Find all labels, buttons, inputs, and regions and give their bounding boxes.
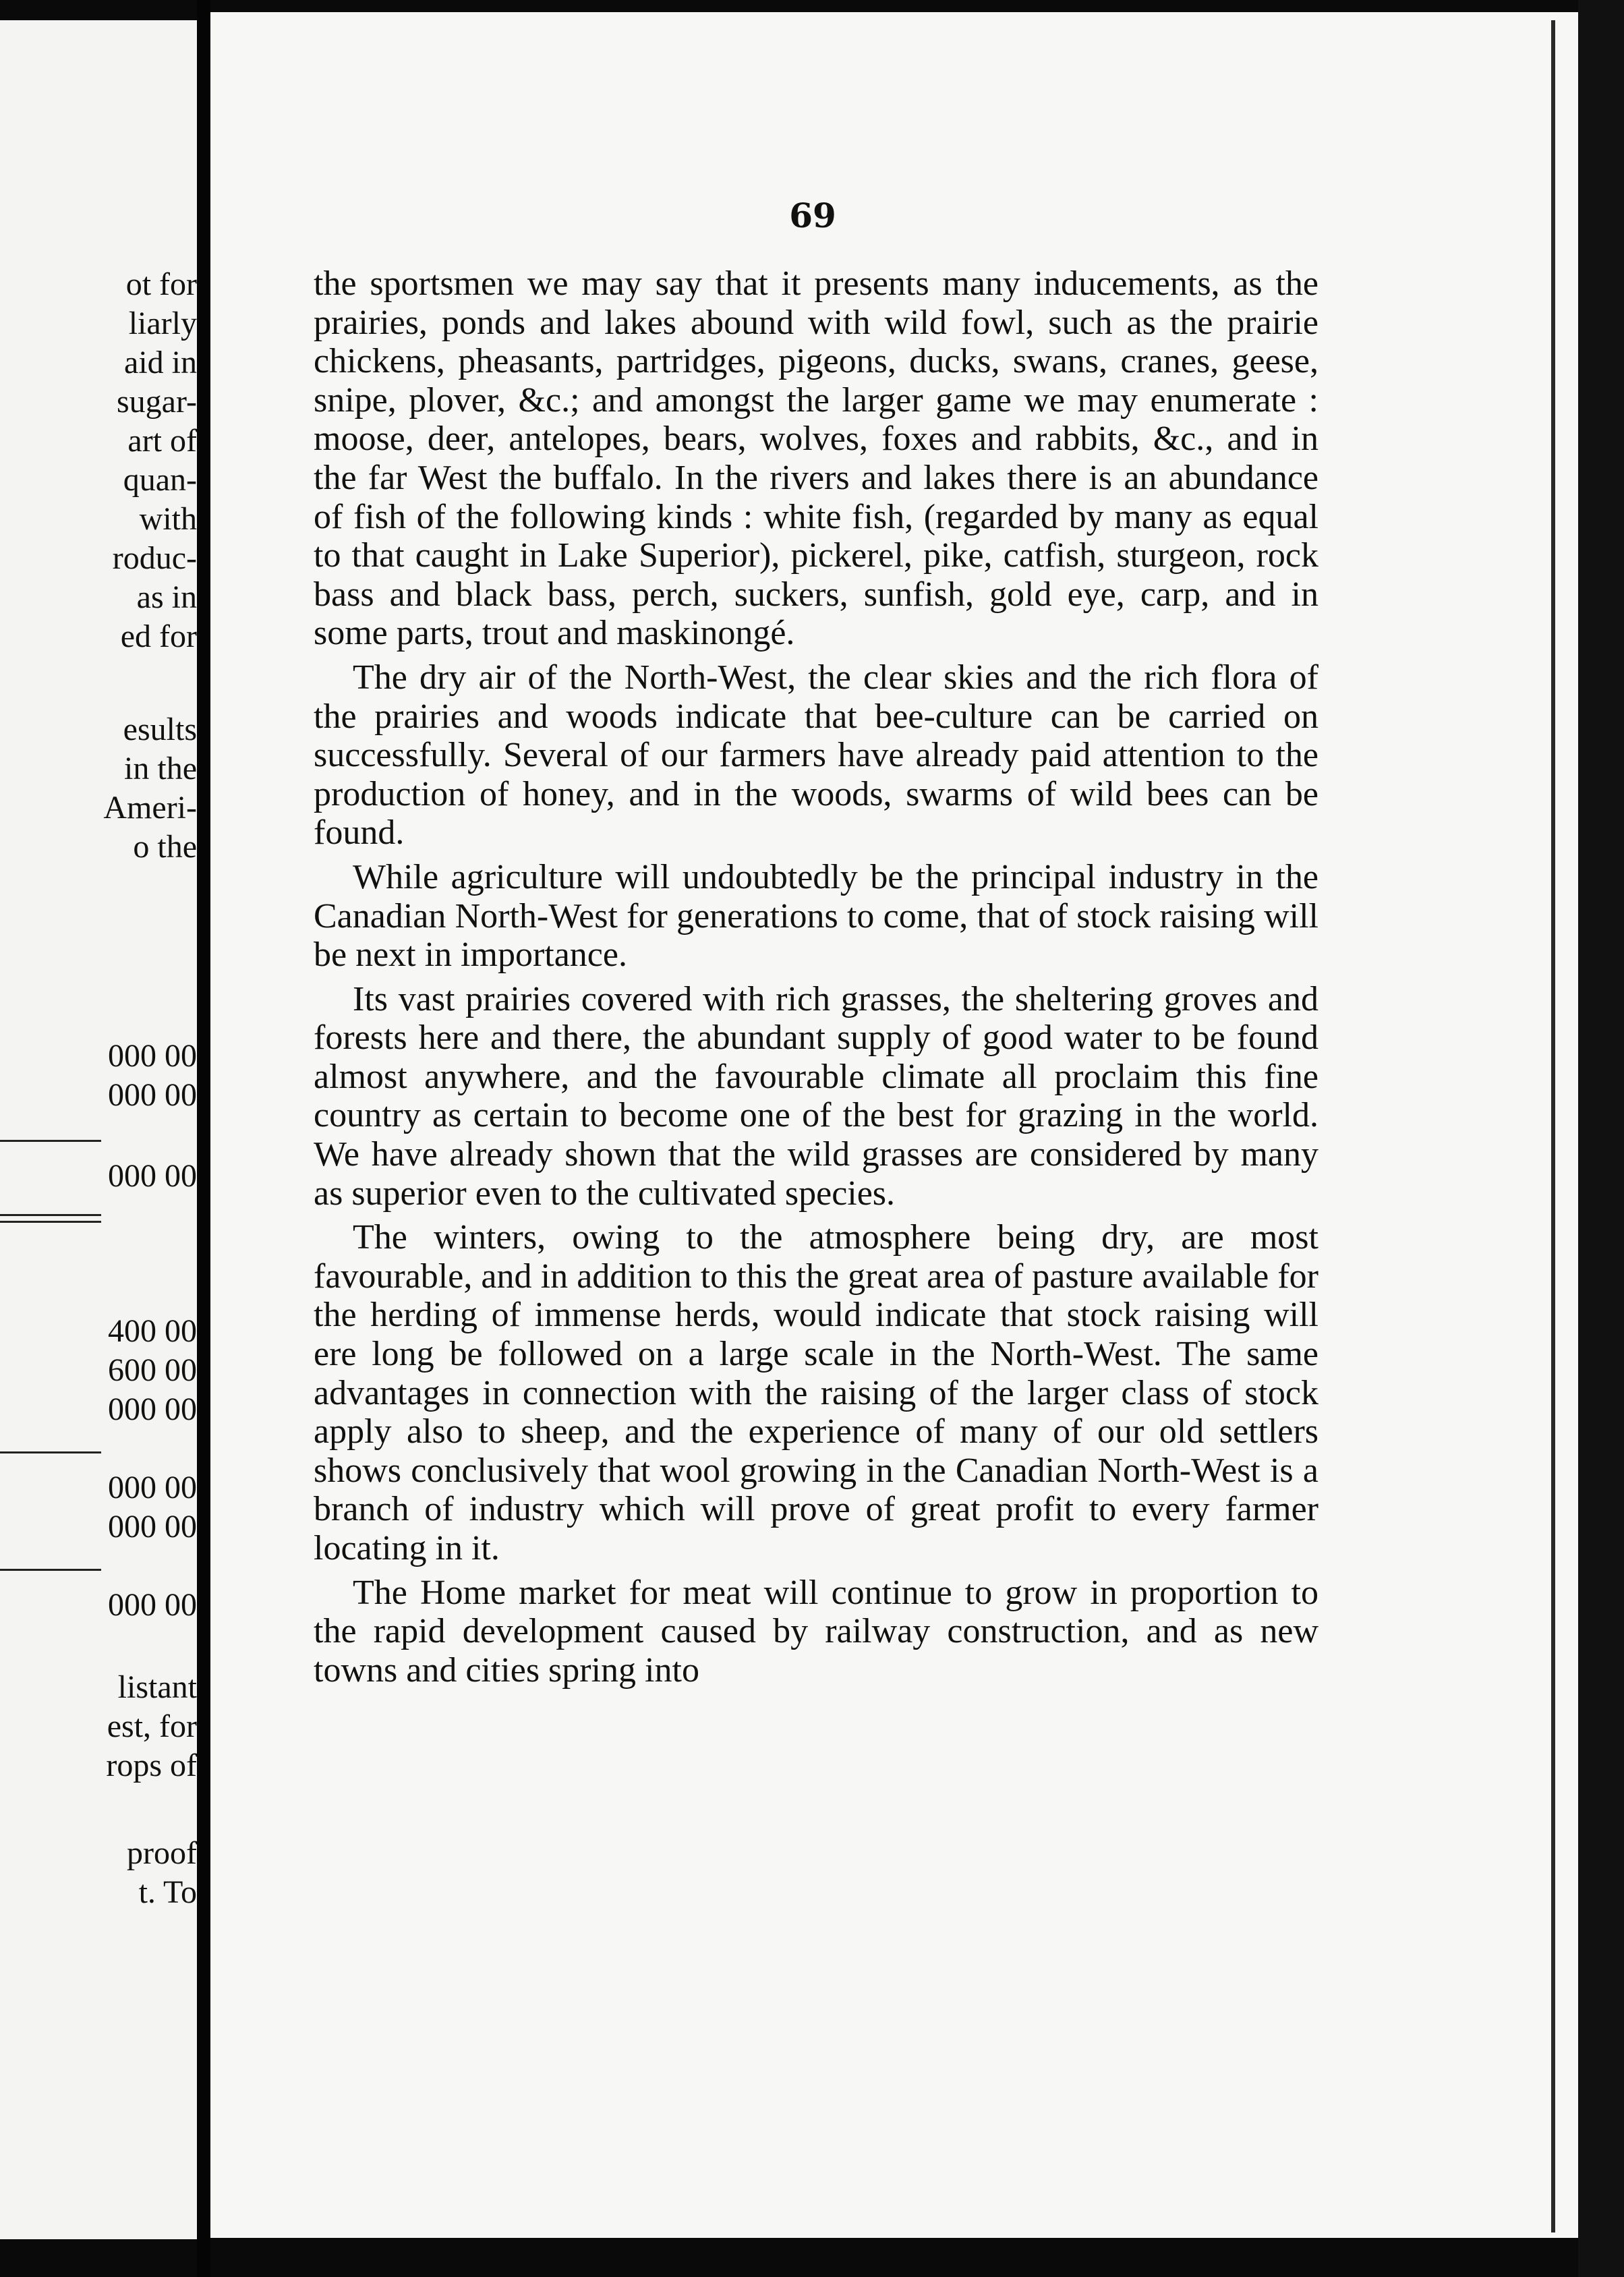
paragraph: Its vast prairies covered with rich grasses, the sheltering groves and forests here and there, the abundant supply of good water to be found almost anywhere, and the favourable climate all proclaim this fine country as certain to become one of the best for grazing in the world. We have already shown that the wild grasses are considered by many as superior even to the cultivated species.: [314, 979, 1318, 1213]
sum-rule: [0, 1451, 101, 1453]
left-fragment: 000 00: [108, 1158, 197, 1194]
left-fragment: rops of: [106, 1748, 197, 1783]
left-fragment: t. To: [138, 1874, 197, 1910]
page-number: 69: [789, 196, 836, 235]
left-fragment: as in: [136, 579, 197, 615]
left-fragment: 000 00: [108, 1587, 197, 1623]
left-fragment: 000 00: [108, 1391, 197, 1427]
left-fragment: 000 00: [108, 1470, 197, 1505]
left-fragment: est, for: [107, 1708, 197, 1744]
paragraph: The dry air of the North-West, the clear skies and the rich flora of the prairies and woods indicate that bee-culture can be carried on successfully. Several of our farmers have already paid attention to the production of honey, and in the woods, swarms of wild bees can be found.: [314, 658, 1318, 853]
paragraph: The winters, owing to the atmosphere being dry, are most favourable, and in addition to this the great area of pasture available for the herding of immense herds, would indicate that stock raising will ere long be followed on a large scale in the North-West. The same advantages in connection with the raising of the larger class of stock apply also to sheep, and the experience of many of our old settlers shows conclusively that wool growing in the Canadian North-West is a branch of industry which will prove of great profit to every farmer locating in it.: [314, 1218, 1318, 1567]
sum-rule: [0, 1140, 101, 1142]
sum-rule: [0, 1214, 101, 1216]
left-fragment: liarly: [128, 306, 197, 341]
paragraph: the sportsmen we may say that it presents many inducements, as the prairies, ponds and lakes abound with wild fowl, such as the prairie chickens, pheasants, partridges, pigeons, ducks, swans, cranes, geese, snipe, plover, &c.; and amongst the larger game we may enumerate : moose, deer, antelopes, bears, wolves, foxes and rabbits, &c., and in the far West the buffalo. In the rivers and lakes there is an abundance of fish of the following kinds : white fish, (regarded by many as equal to that caught in Lake Superior), pickerel, pike, catfish, sturgeon, rock bass and black bass, perch, suckers, sunfish, gold eye, carp, and in some parts, trout and maskinongé.: [314, 264, 1318, 653]
left-fragment: art of: [127, 423, 197, 459]
book-gutter: [197, 0, 210, 2277]
left-fragment: proof: [127, 1835, 197, 1871]
left-fragment: 000 00: [108, 1509, 197, 1545]
page-edge: [1551, 20, 1555, 2232]
scan-border: [1578, 0, 1624, 2277]
left-fragment: in the: [124, 751, 197, 786]
left-fragment: with: [139, 501, 197, 537]
left-fragment: aid in: [124, 345, 197, 380]
paragraph: While agriculture will undoubtedly be the principal industry in the Canadian North-West for generations to come, that of stock raising will be next in importance.: [314, 857, 1318, 975]
left-fragment: roduc-: [112, 540, 197, 576]
paragraph: The Home market for meat will continue to grow in proportion to the rapid development caused by railway construction, and as new towns and cities spring into: [314, 1573, 1318, 1690]
left-fragment: o the: [133, 829, 197, 865]
left-fragment: esults: [123, 712, 197, 747]
left-fragment: 400 00: [108, 1313, 197, 1349]
left-fragment: listant: [117, 1669, 197, 1705]
left-facing-page: [0, 20, 197, 2239]
left-fragment: quan-: [123, 462, 197, 498]
left-fragment: ot for: [125, 266, 197, 302]
left-fragment: ed for: [120, 618, 197, 654]
left-fragment: Ameri-: [103, 790, 197, 826]
left-fragment: 600 00: [108, 1352, 197, 1388]
body-text: [314, 264, 1318, 1690]
sum-rule: [0, 1221, 101, 1223]
left-fragment: 000 00: [108, 1077, 197, 1113]
left-fragment: 000 00: [108, 1038, 197, 1074]
left-fragment: sugar-: [117, 384, 197, 420]
sum-rule: [0, 1569, 101, 1571]
